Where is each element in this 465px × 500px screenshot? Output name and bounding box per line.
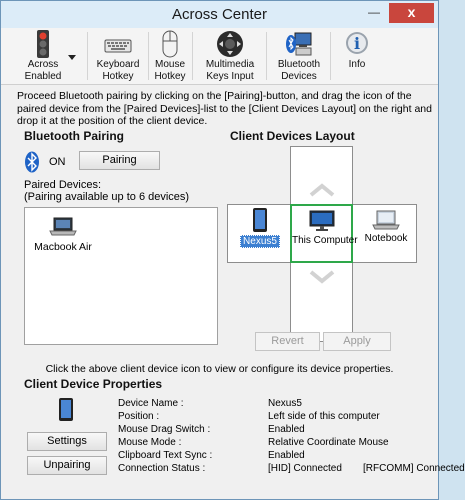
phone-icon xyxy=(58,397,74,422)
notebook-icon xyxy=(372,209,400,231)
property-value: Enabled xyxy=(268,450,305,461)
toolbar-keyboard-hotkey[interactable] xyxy=(91,28,145,84)
paired-devices-label xyxy=(24,179,189,203)
paired-devices-list[interactable] xyxy=(24,207,218,345)
layout-slot-center[interactable] xyxy=(290,204,358,263)
toolbar-info[interactable] xyxy=(339,28,375,84)
toolbar-multimedia-keys[interactable] xyxy=(197,28,263,84)
layout-right-label: Notebook xyxy=(364,233,408,244)
toolbar-label: Mouse xyxy=(154,59,185,70)
property-key: Mouse Drag Switch : xyxy=(118,424,211,435)
paired-device-name: Macbook Air xyxy=(34,241,92,253)
toolbar-separator xyxy=(148,32,149,80)
client-device-properties-title: Client Device Properties xyxy=(24,377,163,391)
layout-left-label: Nexus5 xyxy=(240,235,280,248)
toolbar-label: Hotkey xyxy=(102,71,134,82)
property-key: Clipboard Text Sync : xyxy=(118,450,213,461)
arrow-up-icon[interactable] xyxy=(308,182,336,198)
hint-text: Click the above client device icon to view or configure its device properties. xyxy=(45,363,394,375)
toolbar-separator xyxy=(266,32,267,80)
toolbar-label: Multimedia xyxy=(205,59,255,70)
phone-icon xyxy=(252,207,268,233)
minimize-button[interactable]: — xyxy=(368,5,380,19)
arrow-down-icon[interactable] xyxy=(308,269,336,285)
property-key: Connection Status : xyxy=(118,463,206,474)
svg-text:i: i xyxy=(353,34,361,53)
toolbar-label: Devices xyxy=(281,71,317,82)
property-value-secondary: [RFCOMM] Connected xyxy=(363,463,465,474)
monitor-icon xyxy=(308,209,336,233)
keyboard-icon xyxy=(103,30,133,58)
layout-center-label: This Computer xyxy=(292,235,358,246)
mouse-icon xyxy=(155,30,185,58)
bluetooth-pairing-title: Bluetooth Pairing xyxy=(24,129,124,143)
property-key: Device Name : xyxy=(118,398,184,409)
paired-devices-title: Paired Devices: xyxy=(24,179,102,191)
pairing-button[interactable]: Pairing xyxy=(79,151,160,170)
multimedia-keys-icon xyxy=(215,30,245,58)
instructions-text: Proceed Bluetooth pairing by clicking on the [Pairing]-button, and drag the icon of the paired device from the [Paired Devices]-list to the [Client Devices Layout] on the right and drop it at the position of the client device. xyxy=(17,90,432,127)
paired-devices-note: (Pairing available up to 6 devices) xyxy=(24,191,190,203)
property-key: Mouse Mode : xyxy=(118,437,182,448)
close-button[interactable]: x xyxy=(389,3,434,23)
toolbar-label: Keyboard xyxy=(96,59,140,70)
toolbar-label: Across xyxy=(27,59,59,70)
bluetooth-icon xyxy=(24,151,40,173)
laptop-icon xyxy=(50,216,76,236)
property-value: Enabled xyxy=(268,424,305,435)
toolbar-mouse-hotkey[interactable] xyxy=(152,28,188,84)
toolbar xyxy=(1,28,438,85)
info-icon xyxy=(342,30,372,58)
property-value: Relative Coordinate Mouse xyxy=(268,437,389,448)
toolbar-separator xyxy=(330,32,331,80)
toolbar-across-enabled[interactable] xyxy=(13,28,73,84)
toolbar-label: Bluetooth xyxy=(277,59,321,70)
toolbar-label: Hotkey xyxy=(154,71,186,82)
layout-slot-left[interactable] xyxy=(238,207,282,259)
bluetooth-devices-icon xyxy=(284,30,314,58)
toolbar-label: Keys Input xyxy=(206,71,254,82)
title-bar xyxy=(1,1,438,29)
settings-button[interactable]: Settings xyxy=(27,432,107,451)
revert-button[interactable]: Revert xyxy=(255,332,320,351)
window-title: Across Center xyxy=(171,6,268,23)
unpairing-button[interactable]: Unpairing xyxy=(27,456,107,475)
bluetooth-status: ON xyxy=(49,156,66,168)
chevron-down-icon[interactable] xyxy=(68,55,78,61)
paired-device-macbook-air[interactable] xyxy=(33,216,93,253)
layout-slot-right[interactable] xyxy=(361,207,411,259)
apply-button[interactable]: Apply xyxy=(323,332,391,351)
toolbar-separator xyxy=(192,32,193,80)
property-value: Left side of this computer xyxy=(268,411,380,422)
toolbar-label: Info xyxy=(348,59,366,70)
property-value: Nexus5 xyxy=(268,398,302,409)
client-devices-layout-title: Client Devices Layout xyxy=(230,129,355,143)
property-value: [HID] Connected xyxy=(268,463,342,474)
property-key: Position : xyxy=(118,411,160,422)
toolbar-label: Enabled xyxy=(24,71,62,82)
toolbar-separator xyxy=(87,32,88,80)
traffic-light-icon xyxy=(28,30,58,58)
toolbar-bluetooth-devices[interactable] xyxy=(271,28,327,84)
